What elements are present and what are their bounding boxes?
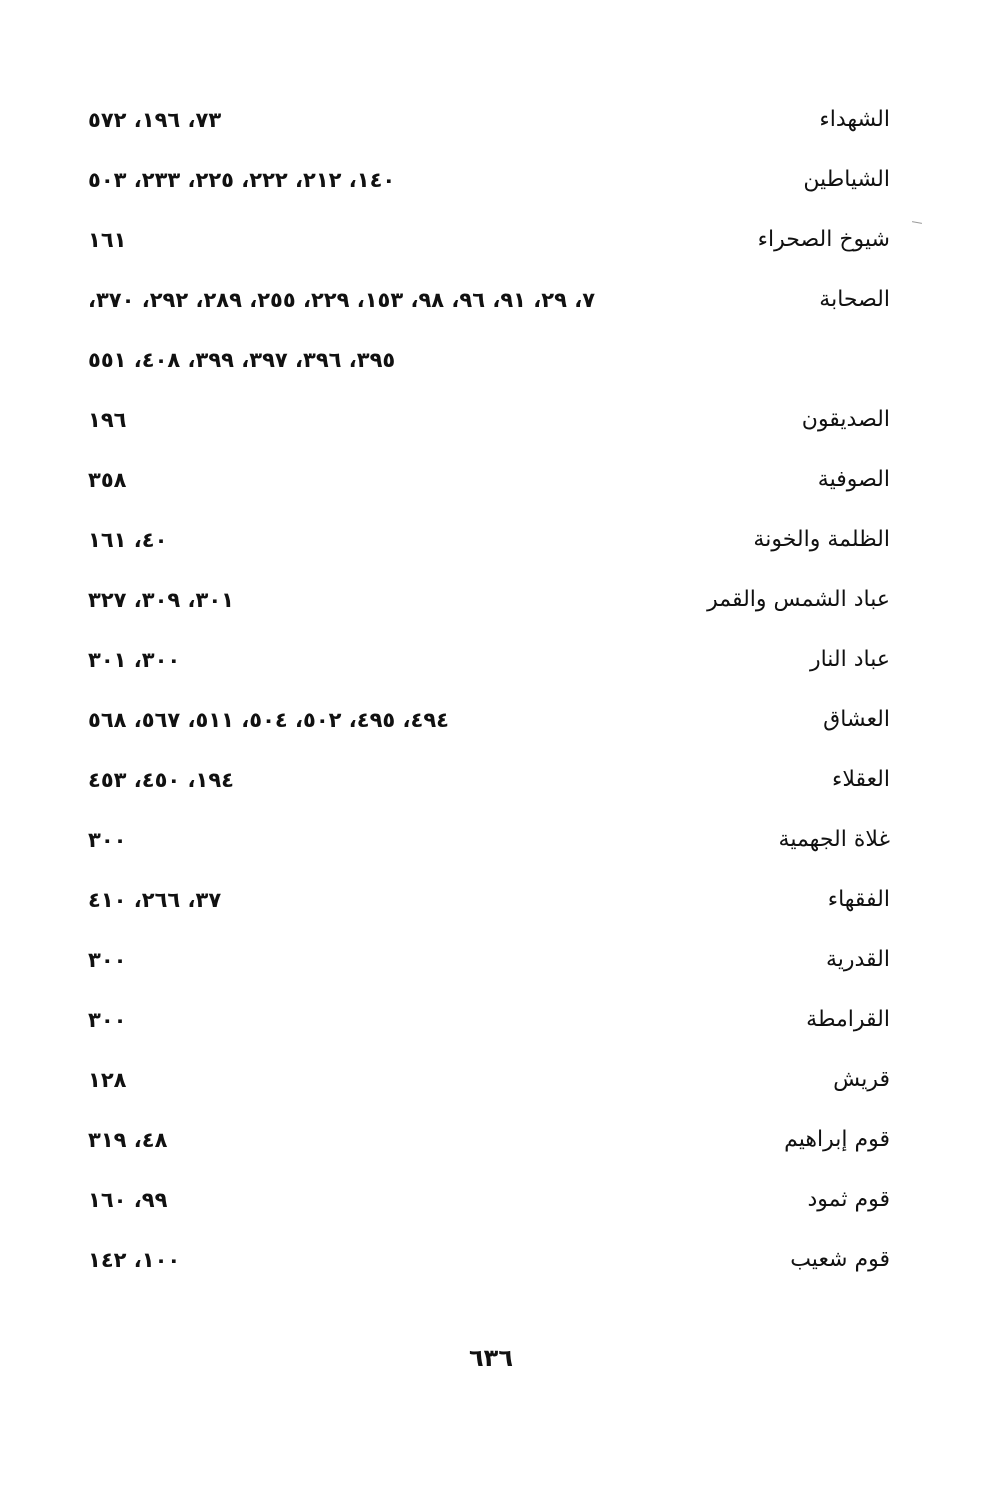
index-entry (88, 280, 890, 340)
index-term: الفقهاء (827, 887, 890, 912)
index-page-refs: ٣٩٥، ٣٩٦، ٣٩٧، ٣٩٩، ٤٠٨، ٥٥١ (88, 348, 396, 372)
index-term: شيوخ الصحراء (757, 227, 890, 252)
index-page-refs: ٤٠، ١٦١ (88, 528, 168, 552)
index-entry (88, 160, 890, 220)
index-term: قريش (833, 1067, 890, 1092)
index-page-refs: ٣٠١، ٣٠٩، ٣٢٧ (88, 588, 234, 612)
index-term: الصوفية (817, 467, 890, 492)
index-list (88, 100, 890, 1300)
index-term: الشياطين (803, 167, 890, 192)
index-page-refs: ٣٠٠ (88, 1008, 127, 1032)
index-entry (88, 100, 890, 160)
index-term: الصديقون (801, 407, 890, 432)
index-entry-continuation (88, 340, 890, 400)
index-term: قوم ثمود (807, 1187, 890, 1212)
index-term: العقلاء (831, 767, 890, 792)
index-term: القدرية (825, 947, 890, 972)
index-entry (88, 760, 890, 820)
index-page-refs: ٣٠٠ (88, 828, 127, 852)
index-entry (88, 640, 890, 700)
index-page-refs: ١٦١ (88, 228, 127, 252)
page-number: ٦٣٦ (469, 1344, 513, 1372)
index-entry (88, 220, 890, 280)
index-page-refs: ١٠٠، ١٤٢ (88, 1248, 181, 1272)
index-entry (88, 1000, 890, 1060)
index-page-refs: ٩٩، ١٦٠ (88, 1188, 168, 1212)
index-page-refs: ٧٣، ١٩٦، ٥٧٢ (88, 108, 222, 132)
index-entry (88, 1120, 890, 1180)
index-page-refs: ٣٥٨ (88, 468, 127, 492)
index-term: قوم إبراهيم (784, 1127, 890, 1152)
index-entry (88, 1060, 890, 1120)
index-page-refs: ١٩٤، ٤٥٠، ٤٥٣ (88, 768, 234, 792)
index-entry (88, 1180, 890, 1240)
index-entry (88, 460, 890, 520)
index-page-refs: ٣٠٠ (88, 948, 127, 972)
index-page-refs: ٧، ٢٩، ٩١، ٩٦، ٩٨، ١٥٣، ٢٢٩، ٢٥٥، ٢٨٩، ٢٩٢، ٣٧٠، (88, 288, 596, 312)
index-term: الصحابة (819, 287, 890, 312)
index-term: الشهداء (819, 107, 890, 132)
index-entry (88, 1240, 890, 1300)
index-term: القرامطة (806, 1007, 890, 1032)
index-entry (88, 700, 890, 760)
index-page-refs: ٤٩٤، ٤٩٥، ٥٠٢، ٥٠٤، ٥١١، ٥٦٧، ٥٦٨ (88, 708, 449, 732)
index-term: عباد النار (809, 647, 890, 672)
index-term: عباد الشمس والقمر (707, 587, 890, 612)
index-page-refs: ١٩٦ (88, 408, 127, 432)
index-entry (88, 880, 890, 940)
index-page-refs: ١٢٨ (88, 1068, 127, 1092)
index-entry (88, 820, 890, 880)
index-page-refs: ٤٨، ٣١٩ (88, 1128, 168, 1152)
index-term: العشاق (823, 707, 890, 732)
index-entry (88, 400, 890, 460)
scan-speck (912, 221, 922, 224)
index-page-refs: ٣٧، ٢٦٦، ٤١٠ (88, 888, 222, 912)
index-entry (88, 580, 890, 640)
index-entry (88, 940, 890, 1000)
index-term: غلاة الجهمية (778, 827, 890, 852)
index-term: قوم شعيب (790, 1247, 890, 1272)
index-entry (88, 520, 890, 580)
index-term: الظلمة والخونة (753, 527, 890, 552)
index-page-refs: ١٤٠، ٢١٢، ٢٢٢، ٢٢٥، ٢٣٣، ٥٠٣ (88, 168, 396, 192)
index-page-refs: ٣٠٠، ٣٠١ (88, 648, 181, 672)
